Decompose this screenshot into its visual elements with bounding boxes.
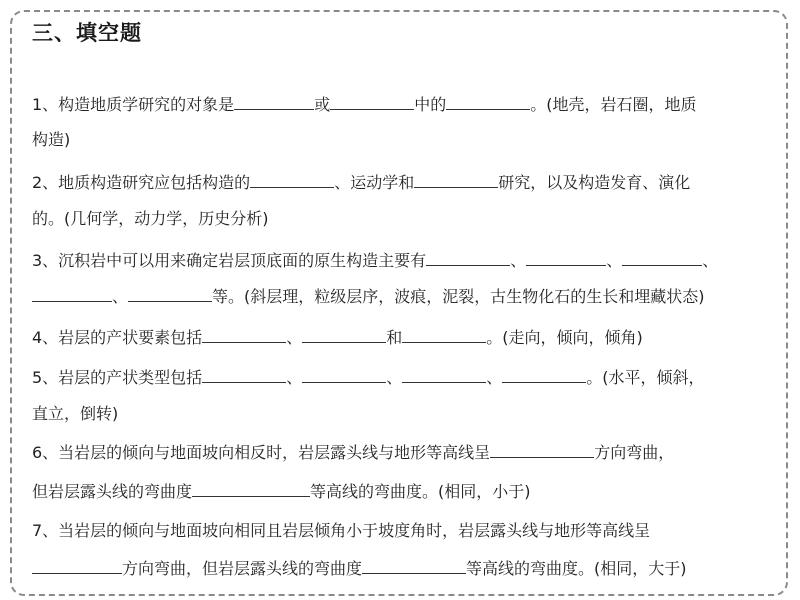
question-7-line-1: 7、当岩层的倾向与地面坡向相同且岩层倾角小于坡度角时，岩层露头线与地形等高线呈 xyxy=(32,521,651,540)
answer-blank[interactable] xyxy=(250,173,334,188)
answer-blank[interactable] xyxy=(402,368,486,383)
question-2-line-1: 2、地质构造研究应包括构造的 、运动学和 研究，以及构造发育、演化 xyxy=(32,173,691,192)
answer-blank[interactable] xyxy=(234,95,314,110)
answer-blank[interactable] xyxy=(426,251,510,266)
answer-blank[interactable] xyxy=(302,328,386,343)
answer-blank[interactable] xyxy=(192,482,310,497)
answer-blank[interactable] xyxy=(202,368,286,383)
question-2-line-2: 的。(几何学，动力学，历史分析) xyxy=(32,209,269,228)
answer-blank[interactable] xyxy=(32,559,122,574)
answer-blank[interactable] xyxy=(490,443,594,458)
question-7-line-2: 方向弯曲，但岩层露头线的弯曲度 等高线的弯曲度。(相同，大于) xyxy=(32,556,687,579)
question-5-line-1: 5、岩层的产状类型包括 、 、 、 。(水平，倾斜， xyxy=(32,368,705,387)
question-3-line-2: 、 等。(斜层理，粒级层序，波痕，泥裂，古生物化石的生长和埋藏状态) xyxy=(32,284,705,307)
question-1-line-2: 构造) xyxy=(32,130,71,149)
answer-blank[interactable] xyxy=(414,173,498,188)
answer-blank[interactable] xyxy=(402,328,486,343)
answer-blank[interactable] xyxy=(362,559,466,574)
answer-blank[interactable] xyxy=(32,287,112,302)
answer-blank[interactable] xyxy=(302,368,386,383)
question-6-line-1: 6、当岩层的倾向与地面坡向相反时，岩层露头线与地形等高线呈 方向弯曲， xyxy=(32,443,675,462)
section-title: 三、填空题 xyxy=(32,21,142,45)
question-4-line-1: 4、岩层的产状要素包括 、 和 。(走向，倾向，倾角) xyxy=(32,328,643,347)
answer-blank[interactable] xyxy=(446,95,530,110)
answer-blank[interactable] xyxy=(128,287,212,302)
question-6-line-2: 但岩层露头线的弯曲度 等高线的弯曲度。(相同，小于) xyxy=(32,482,531,501)
answer-blank[interactable] xyxy=(502,368,586,383)
question-1-line-1: 1、构造地质学研究的对象是 或 中的 。(地壳，岩石圈，地质 xyxy=(32,95,697,114)
answer-blank[interactable] xyxy=(622,251,702,266)
question-3-line-1: 3、沉积岩中可以用来确定岩层顶底面的原生构造主要有 、 、 、 xyxy=(32,251,719,270)
answer-blank[interactable] xyxy=(202,328,286,343)
answer-blank[interactable] xyxy=(526,251,606,266)
question-5-line-2: 直立，倒转) xyxy=(32,404,119,423)
answer-blank[interactable] xyxy=(330,95,414,110)
